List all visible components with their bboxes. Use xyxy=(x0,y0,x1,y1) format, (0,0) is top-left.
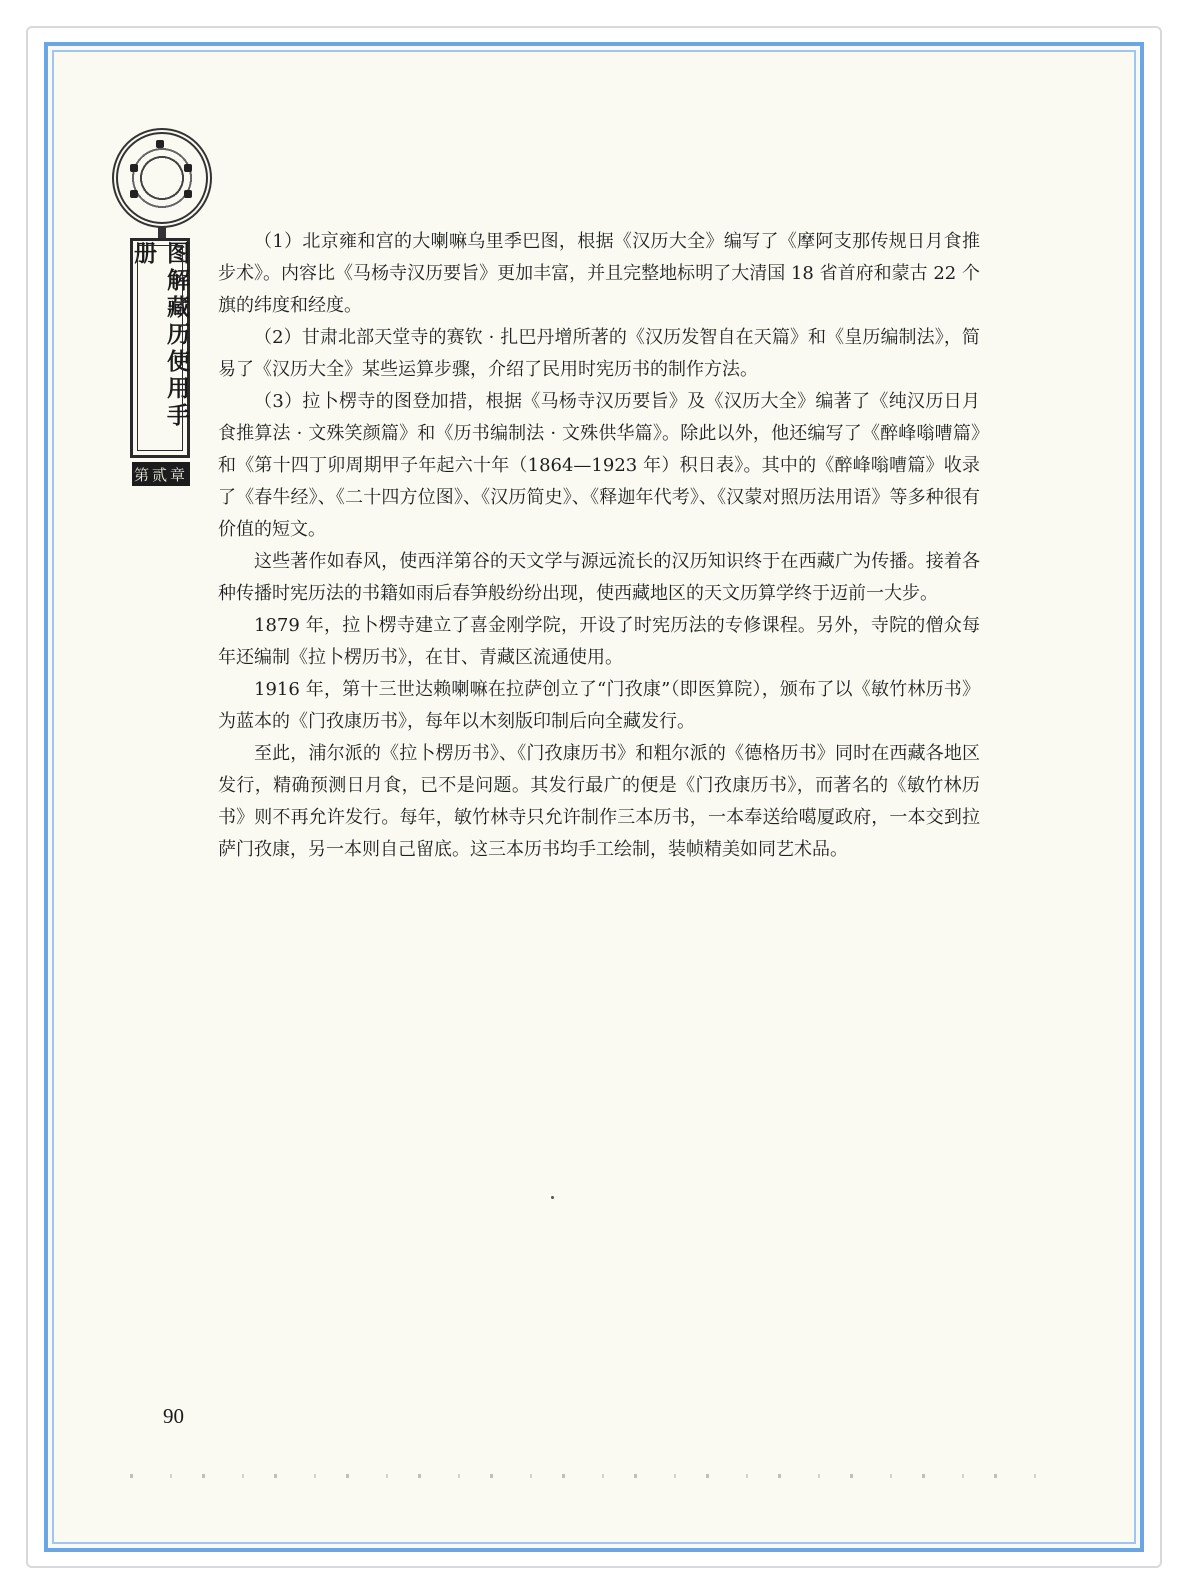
paragraph: 1879 年，拉卜楞寺建立了喜金刚学院，开设了时宪历法的专修课程。另外，寺院的僧众每年还编制《拉卜楞历书》，在甘、青藏区流通使用。 xyxy=(218,615,980,668)
chapter-label: 第贰章 xyxy=(133,465,188,484)
paragraph: 1916 年，第十三世达赖喇嘛在拉萨创立了“门孜康”（即医算院），颁布了以《敏竹林历书》为蓝本的《门孜康历书》，每年以木刻版印制后向全藏发行。 xyxy=(218,679,980,732)
page-number: 90 xyxy=(163,1404,184,1428)
chapter-tab xyxy=(132,462,190,486)
scan-speck xyxy=(551,1196,554,1199)
paragraph: 至此，浦尔派的《拉卜楞历书》、《门孜康历书》和粗尔派的《德格历书》同时在西藏各地区发行，精确预测日月食，已不是问题。其发行最广的便是《门孜康历书》，而著名的《敏竹林历书》则不再允许发行。每年，敏竹林寺只允许制作三本历书，一本奉送给噶厦政府，一本交到拉萨门孜康，另一本则自己留底。这三本历书均手工绘制，装帧精美如同艺术品。 xyxy=(218,743,980,860)
book-title-box xyxy=(130,238,190,458)
book-title: 图解藏历使用手册 xyxy=(130,241,190,430)
scan-noise-line xyxy=(100,1474,1040,1478)
paragraph: 这些著作如春风，使西洋第谷的天文学与源远流长的汉历知识终于在西藏广为传播。接着各种传播时宪历法的书籍如雨后春笋般纷纷出现，使西藏地区的天文历算学终于迈前一大步。 xyxy=(218,551,980,604)
paragraph: （3）拉卜楞寺的图登加措，根据《马杨寺汉历要旨》及《汉历大全》编著了《纯汉历日月食推算法 · 文殊笑颜篇》和《历书编制法 · 文殊供华篇》。除此以外，他还编写了《醉峰嗡嘈篇》和《第十四丁卯周期甲子年起六十年（1864—1923 年）积日表》。其中的《醉峰嗡嘈篇》收录了《春牛经》、《二十四方位图》、《汉历简史》、《释迦年代考》、《汉蒙对照历法用语》等多种很有价值的短文。 xyxy=(218,391,980,540)
decorative-seal-icon xyxy=(112,128,212,228)
paragraph: （2）甘肃北部天堂寺的赛钦 · 扎巴丹增所著的《汉历发智自在天篇》和《皇历编制法》，简易了《汉历大全》某些运算步骤，介绍了民用时宪历书的制作方法。 xyxy=(218,327,980,380)
paragraph: （1）北京雍和宫的大喇嘛乌里季巴图，根据《汉历大全》编写了《摩阿支那传规日月食推步术》。内容比《马杨寺汉历要旨》更加丰富，并且完整地标明了大清国 18 省首府和蒙古 22 个旗的纬度和经度。 xyxy=(218,231,980,316)
main-text xyxy=(218,226,980,866)
